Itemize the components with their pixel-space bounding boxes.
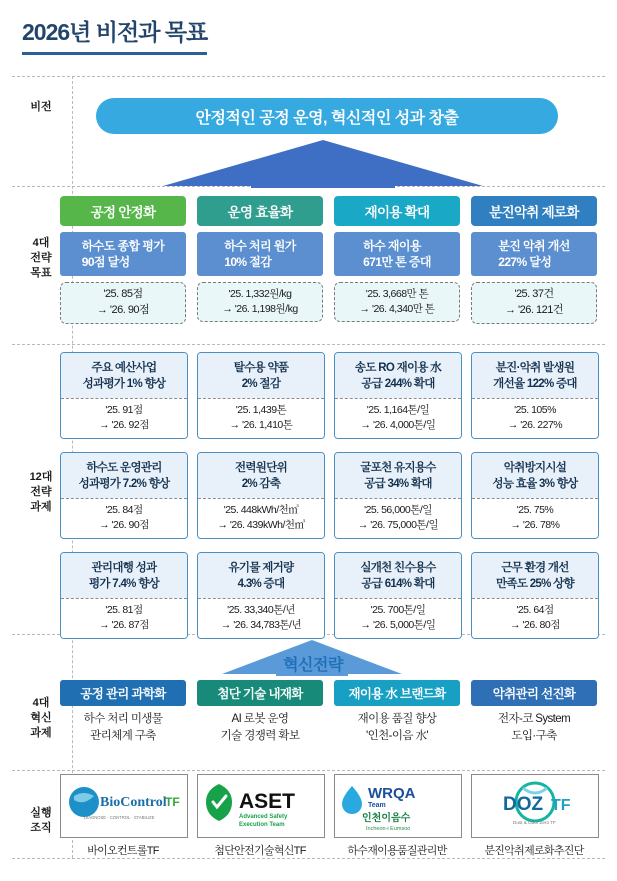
divider-6 bbox=[12, 858, 605, 859]
divider-3 bbox=[12, 344, 605, 345]
innovation-body-2: 재이용 품질 향상 '인천-이음 水' bbox=[357, 713, 437, 742]
task-card bbox=[471, 552, 599, 639]
org-name-0: 바이오컨트롤TF bbox=[87, 845, 159, 857]
task-card bbox=[60, 452, 188, 539]
innovation-head-0: 공정 관리 과학화 bbox=[60, 680, 186, 706]
svg-text:TF: TF bbox=[165, 795, 180, 809]
strategy-goal-2: 하수 재이용 671만 톤 증대 bbox=[334, 232, 460, 276]
org-name-3: 분진악취제로화추진단 bbox=[484, 845, 584, 857]
task-title: 분진·악취 발생원 개선율 122% 증대 bbox=[472, 353, 598, 398]
page-title: 2026년 비전과 목표 bbox=[22, 14, 207, 55]
strategy-head-0: 공정 안정화 bbox=[60, 196, 186, 226]
task-title: 하수도 운영관리 성과평가 7.2% 향상 bbox=[61, 453, 187, 498]
task-title: 근무 환경 개선 만족도 25% 상향 bbox=[472, 553, 598, 598]
task-title: 전력원단위 2% 감축 bbox=[198, 453, 324, 498]
task-note: '25. 64점 → '26. 80점 bbox=[472, 598, 598, 637]
logo-biocontrol-tf bbox=[60, 774, 188, 838]
task-note: '25. 84점 → '26. 90점 bbox=[61, 498, 187, 537]
task-note: '25. 33,340톤/년 → '26. 34,783톤/년 bbox=[198, 598, 324, 637]
innovation-body-0: 하수 처리 미생물 관리체계 구축 bbox=[83, 713, 163, 742]
logo-aset bbox=[197, 774, 325, 838]
task-card bbox=[60, 352, 188, 439]
innovation-column-1 bbox=[197, 680, 323, 744]
strategy-head-1: 운영 효율화 bbox=[197, 196, 323, 226]
task-title: 굴포천 유지용수 공급 34% 확대 bbox=[335, 453, 461, 498]
strategy-note-3: '25. 37건 → '26. 121건 bbox=[471, 282, 597, 324]
rail-label-innovation: 4대 혁신 과제 bbox=[30, 697, 52, 739]
task-note: '25. 75% → '26. 78% bbox=[472, 498, 598, 537]
svg-text:ASET: ASET bbox=[239, 790, 296, 813]
task-card bbox=[60, 552, 188, 639]
task-title: 실개천 친수용수 공급 614% 확대 bbox=[335, 553, 461, 598]
svg-text:BioControl: BioControl bbox=[100, 795, 167, 810]
task-card bbox=[471, 452, 599, 539]
strategy-column-3 bbox=[471, 196, 597, 324]
task-title: 관리대행 성과 평가 7.4% 향상 bbox=[61, 553, 187, 598]
divider-1 bbox=[12, 76, 605, 77]
innovation-head-3: 악취관리 선진화 bbox=[471, 680, 597, 706]
strategy-column-2 bbox=[334, 196, 460, 322]
innovation-head-2: 재이용 水 브랜드화 bbox=[334, 680, 460, 706]
task-card bbox=[471, 352, 599, 439]
task-note: '25. 91점 → '26. 92점 bbox=[61, 398, 187, 437]
vision-banner: 안정적인 공정 운영, 혁신적인 성과 창출 bbox=[96, 98, 558, 134]
task-note: '25. 448kWh/천㎥ → '26. 439kWh/천㎥ bbox=[198, 498, 324, 537]
innovation-column-3 bbox=[471, 680, 597, 744]
innovation-head-1: 첨단 기술 내재화 bbox=[197, 680, 323, 706]
svg-text:WRQA: WRQA bbox=[368, 785, 416, 802]
rail-label-tasks: 12대 전략 과제 bbox=[29, 471, 53, 513]
task-title: 송도 RO 재이용 水 공급 244% 확대 bbox=[335, 353, 461, 398]
rail-label-organization: 실행 조직 bbox=[30, 807, 52, 834]
rail-label-vision: 비전 bbox=[30, 101, 52, 113]
task-card bbox=[334, 352, 462, 439]
org-name-2: 하수재이용품질관리반 bbox=[347, 845, 447, 857]
task-note: '25. 56,000톤/일 → '26. 75,000톤/일 bbox=[335, 498, 461, 537]
task-title: 주요 예산사업 성과평가 1% 향상 bbox=[61, 353, 187, 398]
svg-text:Execution Team: Execution Team bbox=[239, 822, 285, 828]
strategy-note-1: '25. 1,332원/kg → '26. 1,198원/kg bbox=[197, 282, 323, 322]
svg-text:Dust & Odor Zero TF: Dust & Odor Zero TF bbox=[513, 820, 556, 825]
innovation-column-0 bbox=[60, 680, 186, 744]
task-card bbox=[334, 552, 462, 639]
svg-text:인천이음수: 인천이음수 bbox=[362, 813, 411, 824]
task-title: 유기물 제거량 4.3% 증대 bbox=[198, 553, 324, 598]
org-name-1: 첨단안전기술혁신TF bbox=[214, 845, 306, 857]
task-card bbox=[197, 552, 325, 639]
task-note: '25. 81점 → '26. 87점 bbox=[61, 598, 187, 637]
strategy-head-2: 재이용 확대 bbox=[334, 196, 460, 226]
svg-text:Team: Team bbox=[368, 802, 386, 809]
svg-text:DIAGNOSE · CONTROL · STABILIZE: DIAGNOSE · CONTROL · STABILIZE bbox=[84, 815, 155, 820]
page-title-wrap bbox=[22, 14, 312, 55]
task-card bbox=[334, 452, 462, 539]
task-card bbox=[197, 452, 325, 539]
innovation-column-2 bbox=[334, 680, 460, 744]
strategy-goal-3: 분진 악취 개선 227% 달성 bbox=[471, 232, 597, 276]
strategy-goal-0: 하수도 종합 평가 90점 달성 bbox=[60, 232, 186, 276]
task-card bbox=[197, 352, 325, 439]
strategy-note-2: '25. 3,668만 톤 → '26. 4,340만 톤 bbox=[334, 282, 460, 322]
strategy-column-1 bbox=[197, 196, 323, 322]
innovation-body-3: 전자-코 System 도입·구축 bbox=[497, 713, 571, 742]
task-note: '25. 105% → '26. 227% bbox=[472, 398, 598, 437]
svg-text:Incheon-i Eumsoo: Incheon-i Eumsoo bbox=[366, 826, 411, 832]
innovation-strategy-label: 혁신전략 bbox=[283, 657, 343, 674]
logo-doz-tf bbox=[471, 774, 599, 838]
svg-text:TF: TF bbox=[551, 797, 571, 814]
strategy-goal-1: 하수 처리 원가 10% 절감 bbox=[197, 232, 323, 276]
strategy-head-3: 분진악취 제로화 bbox=[471, 196, 597, 226]
svg-text:DOZ: DOZ bbox=[503, 794, 544, 815]
task-title: 탈수용 약품 2% 절감 bbox=[198, 353, 324, 398]
rail-label-strategy: 4대 전략 목표 bbox=[30, 237, 52, 279]
strategy-note-0: '25. 85점 → '26. 90점 bbox=[60, 282, 186, 324]
strategy-column-0 bbox=[60, 196, 186, 324]
upward-arrow-icon bbox=[163, 140, 483, 188]
logo-wrqa-team bbox=[334, 774, 462, 838]
task-note: '25. 1,439톤 → '26. 1,410톤 bbox=[198, 398, 324, 437]
innovation-body-1: AI 로봇 운영 기술 경쟁력 확보 bbox=[220, 713, 300, 742]
divider-5 bbox=[12, 770, 605, 771]
task-note: '25. 1,164톤/일 → '26. 4,000톤/일 bbox=[335, 398, 461, 437]
task-title: 악취방지시설 성능 효율 3% 향상 bbox=[472, 453, 598, 498]
svg-text:Advanced Safety: Advanced Safety bbox=[239, 814, 288, 820]
task-note: '25. 700톤/일 → '26. 5,000톤/일 bbox=[335, 598, 461, 637]
